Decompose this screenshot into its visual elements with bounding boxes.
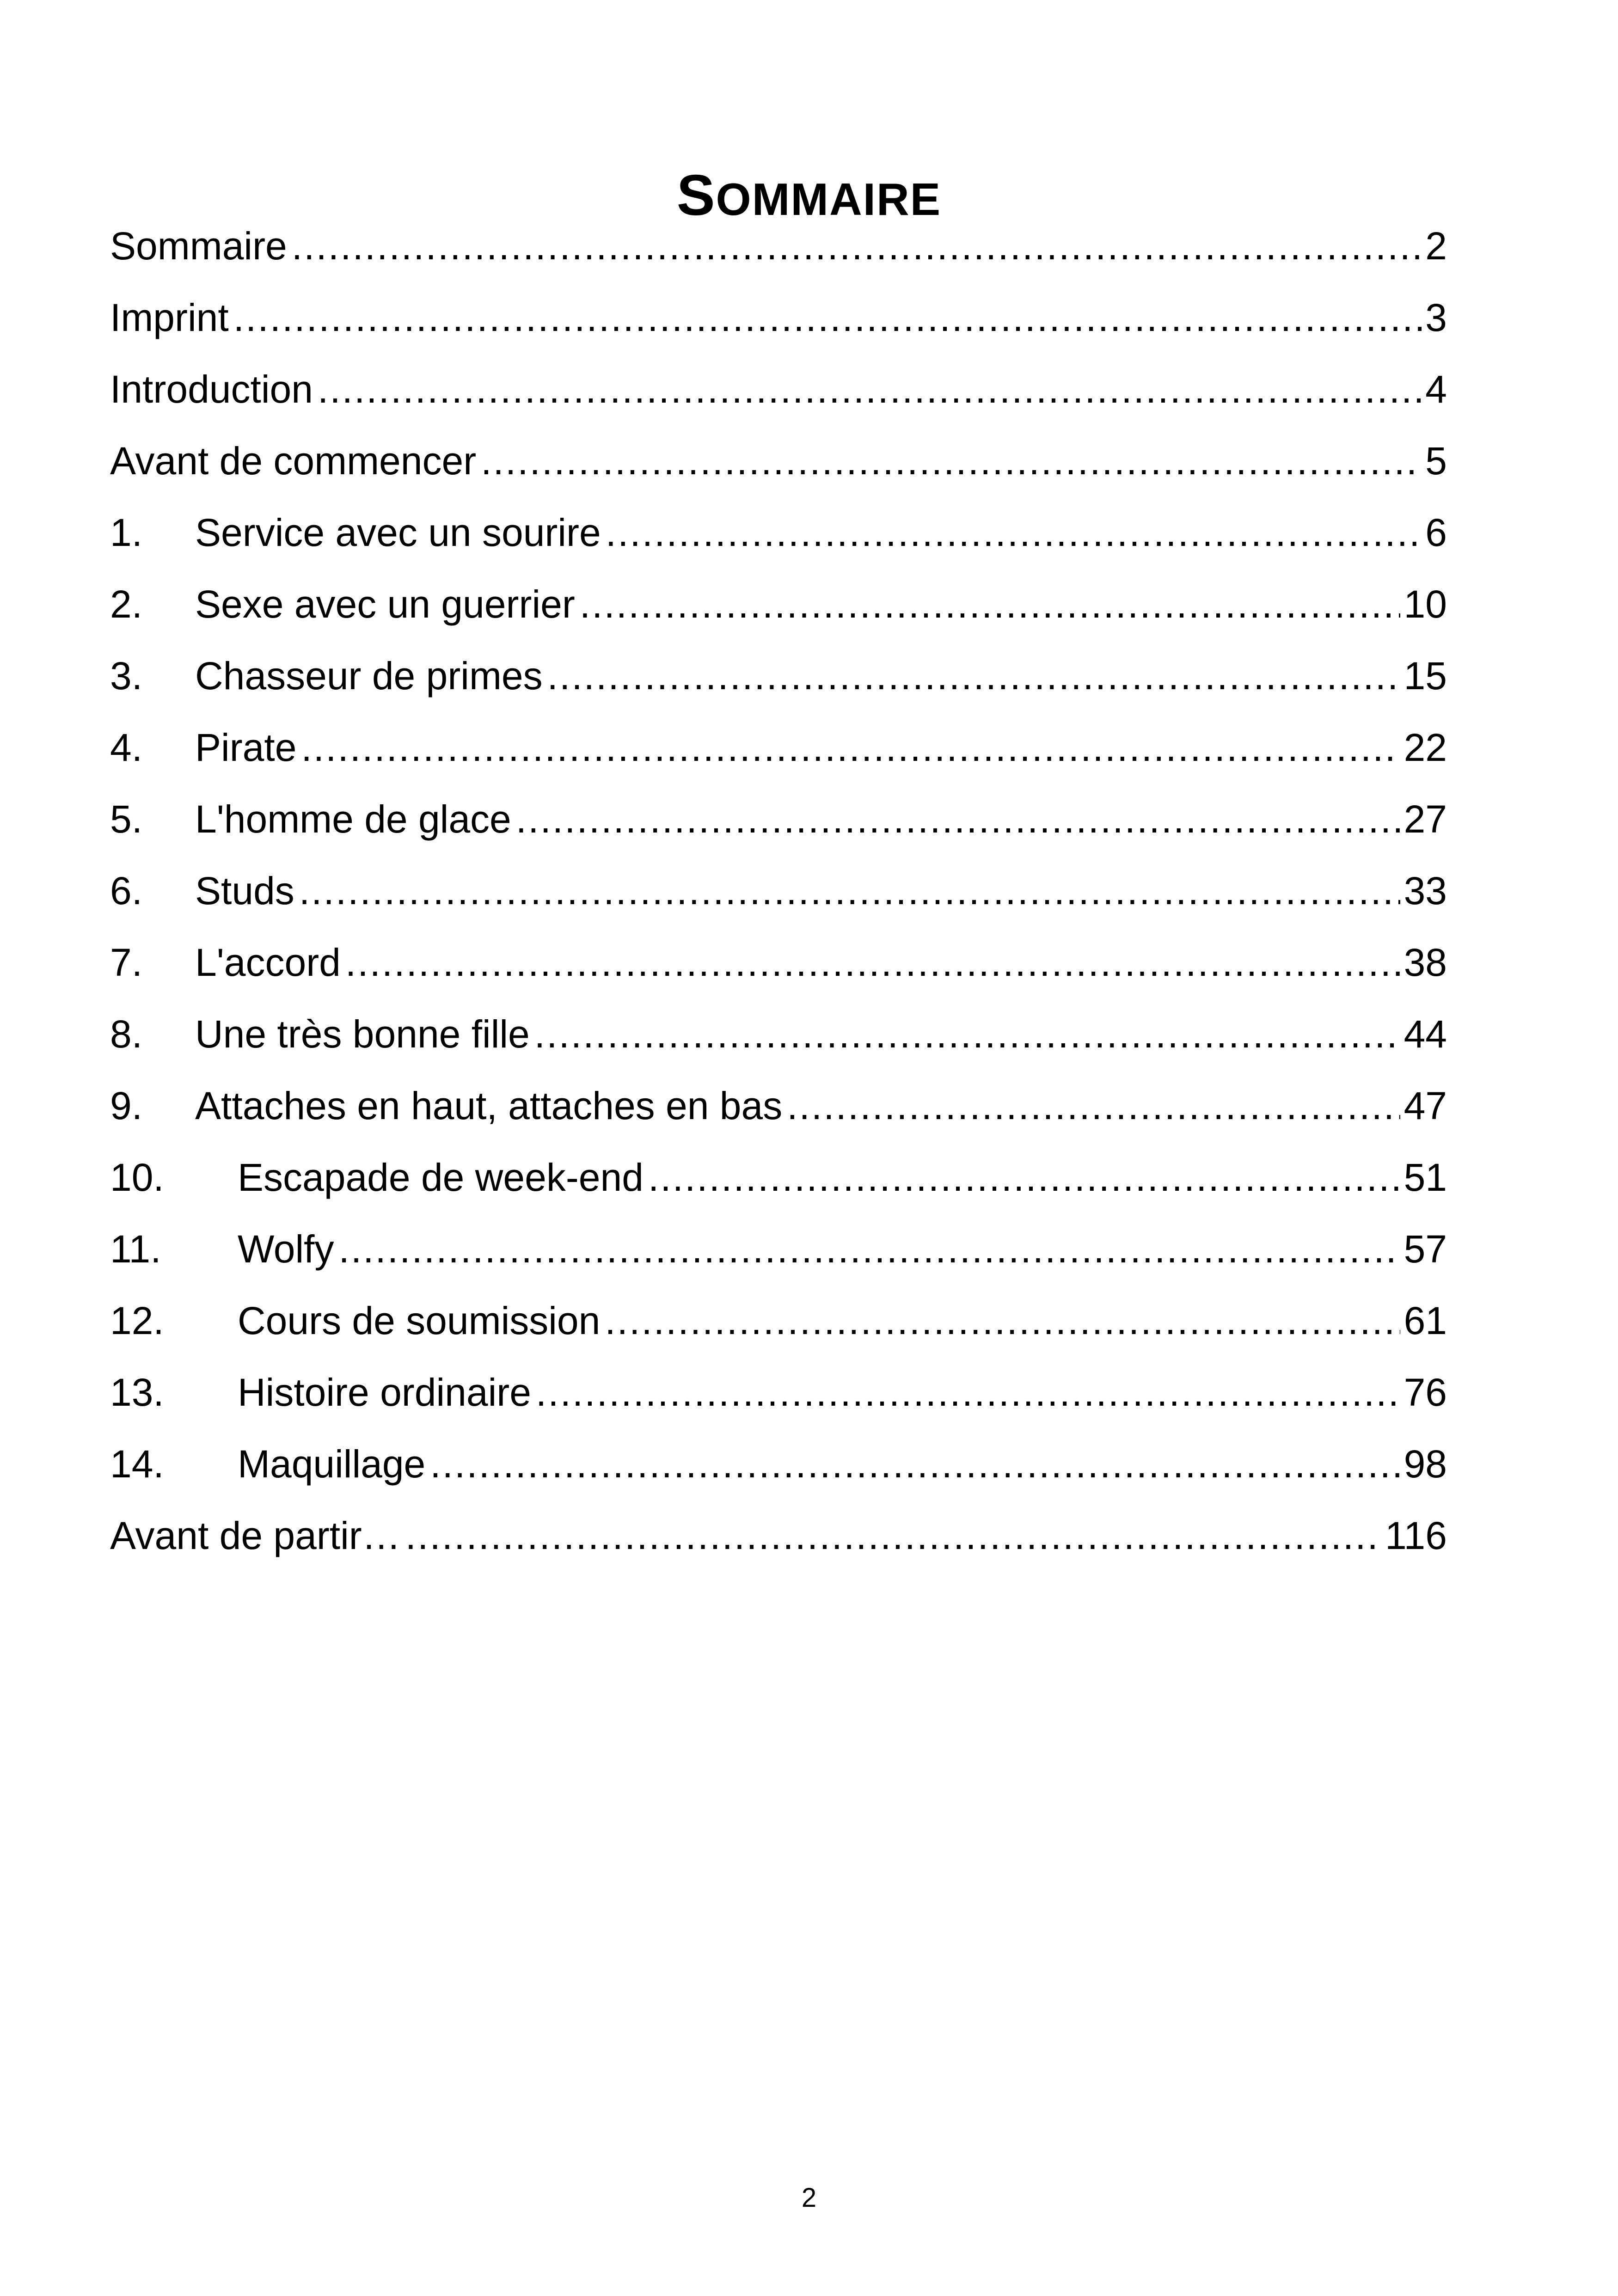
toc-entry-title: Avant de partir… [110,1514,401,1557]
toc-entry-chapter-4[interactable] [110,712,1447,784]
toc-entry-title: L'homme de glace [195,797,511,841]
toc-entry-page: 44 [1403,1012,1447,1056]
toc-entry-number: 12. [110,1299,164,1342]
toc-dot-leader [648,1142,1400,1213]
toc-entry-title: Cours de soumission [238,1299,601,1342]
toc-entry-number: 5. [110,797,143,841]
toc-entry-title: Escapade de week-end [238,1156,644,1199]
toc-entry-title: Studs [195,869,294,912]
toc-entry-page: 27 [1403,797,1447,841]
toc-entry-title: Pirate [195,726,297,769]
toc-entry-number: 8. [110,1012,143,1056]
toc-entry-chapter-8[interactable] [110,998,1447,1070]
toc-entry-avant-de-partir[interactable] [110,1500,1447,1572]
toc-entry-title: Sexe avec un guerrier [195,582,575,626]
toc-entry-title: Maquillage [238,1442,426,1486]
toc-entry-page: 76 [1403,1371,1447,1414]
toc-dot-leader [605,1285,1400,1357]
toc-entry-title: Chasseur de primes [195,654,543,698]
toc-entry-chapter-10[interactable] [110,1142,1447,1213]
toc-entry-number: 9. [110,1084,143,1127]
toc-entry-page: 51 [1403,1156,1447,1199]
toc-entry-number: 10. [110,1156,164,1199]
toc-entry-title: Introduction [110,367,313,411]
toc-entry-page: 5 [1425,439,1447,483]
page-title-rest: OMMAIRE [716,174,942,225]
toc-entry-page: 33 [1403,869,1447,912]
toc-entry-title: L'accord [195,941,341,984]
toc-entry-page: 6 [1425,511,1447,554]
toc-dot-leader [787,1070,1400,1142]
toc-entry-chapter-2[interactable] [110,569,1447,640]
toc-entry-chapter-9[interactable] [110,1070,1447,1142]
toc-entry-page: 3 [1425,296,1447,339]
toc-entry-number: 6. [110,869,143,912]
toc-entry-chapter-6[interactable] [110,855,1447,927]
table-of-contents [110,210,1447,1572]
toc-dot-leader [534,998,1400,1070]
toc-entry-page: 22 [1403,726,1447,769]
toc-entry-number: 13. [110,1371,164,1414]
toc-entry-title: Imprint [110,296,229,339]
toc-entry-chapter-13[interactable] [110,1357,1447,1428]
toc-entry-page: 2 [1425,224,1447,268]
toc-entry-page: 10 [1403,582,1447,626]
toc-dot-leader [233,282,1422,354]
toc-dot-leader [318,354,1422,425]
toc-entry-page: 116 [1385,1514,1447,1557]
toc-entry-title: Wolfy [238,1227,334,1271]
toc-entry-chapter-14[interactable] [110,1428,1447,1500]
toc-entry-number: 1. [110,511,143,554]
page-number: 2 [801,2183,817,2213]
toc-entry-page: 15 [1403,654,1447,698]
toc-entry-title: Une très bonne fille [195,1012,530,1056]
toc-entry-title: Sommaire [110,224,287,268]
toc-entry-avant-de-commencer[interactable] [110,425,1447,497]
toc-dot-leader [606,497,1422,569]
toc-dot-leader [405,1500,1381,1572]
toc-dot-leader [299,855,1400,927]
toc-entry-page: 61 [1403,1299,1447,1342]
toc-entry-number: 14. [110,1442,164,1486]
toc-entry-title: Service avec un sourire [195,511,601,554]
toc-entry-page: 38 [1403,941,1447,984]
page-title-initial: S [676,164,716,228]
toc-entry-sommaire[interactable] [110,210,1447,282]
toc-entry-number: 3. [110,654,143,698]
toc-dot-leader [338,1213,1400,1285]
toc-entry-title: Histoire ordinaire [238,1371,531,1414]
toc-entry-number: 2. [110,582,143,626]
toc-dot-leader [580,569,1400,640]
toc-entry-title: Attaches en haut, attaches en bas [195,1084,783,1127]
toc-entry-chapter-3[interactable] [110,640,1447,712]
toc-entry-number: 11. [110,1227,161,1271]
toc-entry-number: 7. [110,941,143,984]
toc-dot-leader [536,1357,1400,1428]
toc-entry-page: 98 [1403,1442,1447,1486]
toc-dot-leader [430,1428,1400,1500]
toc-entry-chapter-5[interactable] [110,784,1447,855]
toc-entry-chapter-11[interactable] [110,1213,1447,1285]
toc-dot-leader [481,425,1422,497]
toc-dot-leader [547,640,1400,712]
toc-entry-imprint[interactable] [110,282,1447,354]
toc-entry-chapter-1[interactable] [110,497,1447,569]
toc-entry-introduction[interactable] [110,354,1447,425]
toc-entry-chapter-7[interactable] [110,927,1447,998]
toc-entry-number: 4. [110,726,143,769]
toc-entry-chapter-12[interactable] [110,1285,1447,1357]
toc-dot-leader [345,927,1400,998]
toc-entry-page: 4 [1425,367,1447,411]
toc-entry-page: 47 [1403,1084,1447,1127]
toc-dot-leader [516,784,1400,855]
toc-dot-leader [301,712,1400,784]
toc-entry-title: Avant de commencer [110,439,477,483]
toc-entry-page: 57 [1403,1227,1447,1271]
toc-dot-leader [292,210,1422,282]
